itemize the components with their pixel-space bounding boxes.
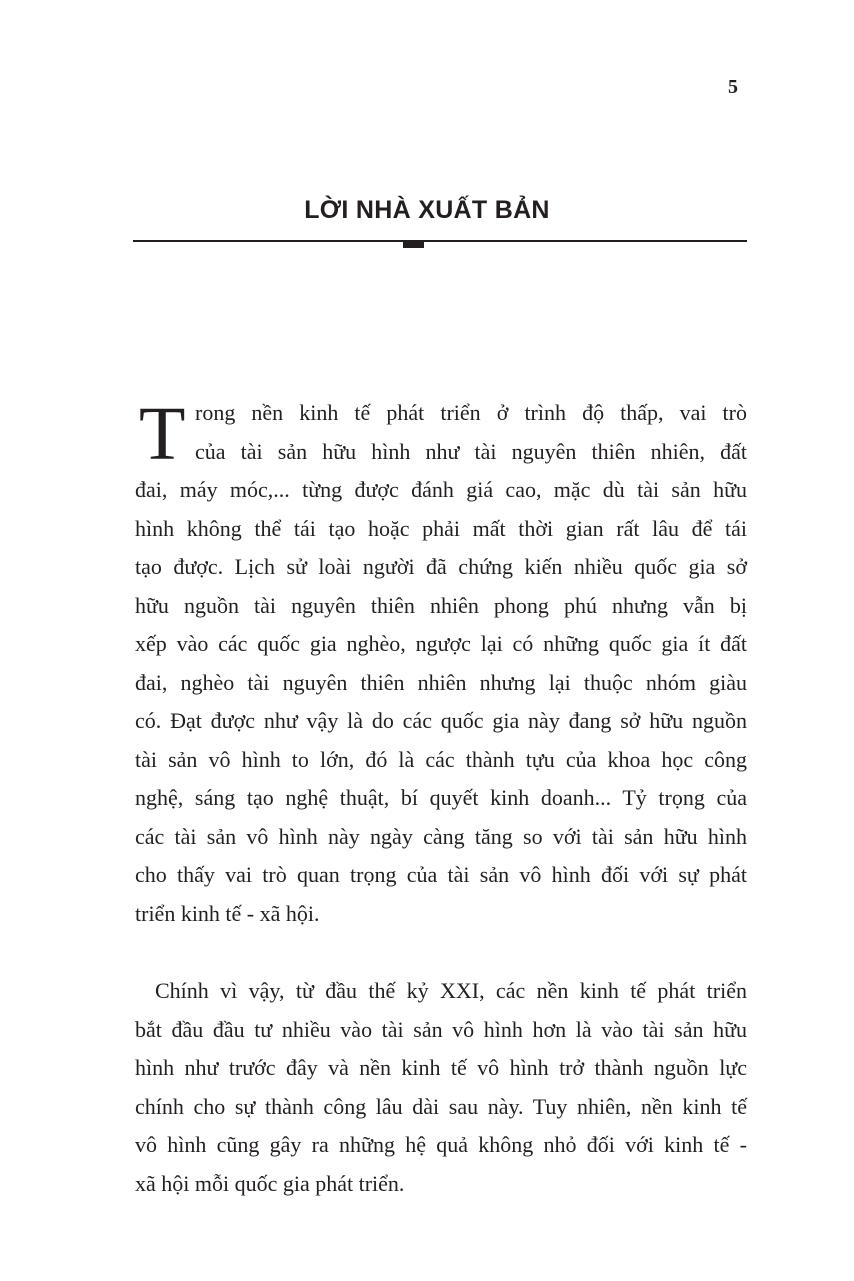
paragraph-1 (135, 394, 747, 933)
text-line: Chính vì vậy, từ đầu thế kỷ XXI, các nền kinh tế phát triển (155, 978, 747, 1003)
drop-cap: T (139, 392, 186, 476)
text-line: xếp vào các quốc gia nghèo, ngược lại có những quốc gia ít đất (135, 631, 747, 656)
text-line: hình không thể tái tạo hoặc phải mất thời gian rất lâu để tái (135, 515, 747, 541)
text-line: rong nền kinh tế phát triển ở trình độ thấp, vai trò (195, 400, 747, 425)
heading-divider (133, 240, 747, 242)
text-line: xã hội mỗi quốc gia phát triển. (135, 1170, 405, 1196)
text-line: tài sản vô hình to lớn, đó là các thành tựu của khoa học công (135, 746, 747, 772)
text-line: hình như trước đây và nền kinh tế vô hình trở thành nguồn lực (135, 1055, 747, 1080)
text-line: nghệ, sáng tạo nghệ thuật, bí quyết kinh doanh... Tỷ trọng của (135, 785, 747, 810)
text-line: đai, nghèo tài nguyên thiên nhiên nhưng lại thuộc nhóm giàu (135, 669, 747, 695)
text-line: chính cho sự thành công lâu dài sau này. Tuy nhiên, nền kinh tế (135, 1093, 747, 1119)
page-number: 5 (728, 76, 738, 98)
text-line: đai, máy móc,... từng được đánh giá cao, mặc dù tài sản hữu (135, 477, 747, 502)
text-line: triển kinh tế - xã hội. (135, 900, 320, 926)
body-text (135, 394, 747, 1203)
text-line: bắt đầu đầu tư nhiều vào tài sản vô hình hơn là vào tài sản hữu (135, 1016, 747, 1042)
page-heading: LỜI NHÀ XUẤT BẢN (304, 196, 550, 224)
text-line: của tài sản hữu hình như tài nguyên thiên nhiên, đất (195, 438, 747, 464)
text-line: cho thấy vai trò quan trọng của tài sản vô hình đối với sự phát (135, 862, 747, 887)
text-line: có. Đạt được như vậy là do các quốc gia này đang sở hữu nguồn (135, 708, 747, 733)
text-line: các tài sản vô hình này ngày càng tăng so với tài sản hữu hình (135, 823, 747, 849)
divider-marker (403, 241, 424, 248)
text-line: hữu nguồn tài nguyên thiên nhiên phong phú nhưng vẫn bị (135, 592, 747, 618)
paragraph-2 (135, 972, 747, 1203)
text-line: vô hình cũng gây ra những hệ quả không nhỏ đối với kinh tế - (135, 1132, 747, 1157)
text-line: tạo được. Lịch sử loài người đã chứng kiến nhiều quốc gia sở (135, 554, 747, 579)
